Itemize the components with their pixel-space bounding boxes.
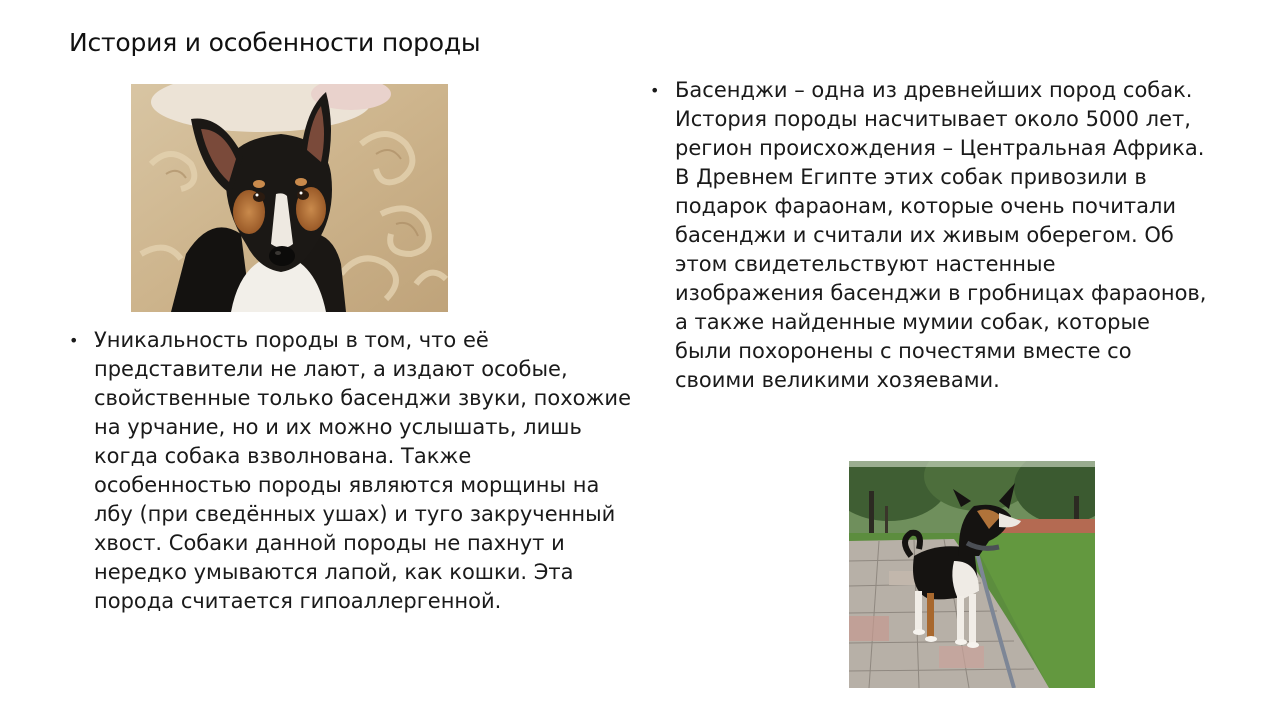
- basenji-on-path-photo: [849, 461, 1095, 688]
- bullet-marker: •: [69, 331, 79, 350]
- features-paragraph: Уникальность породы в том, что её представители не лают, а издают особые, свойственные только басенджи звуки, похожие на урчание, но и их можно услышать, лишь когда собака взволнована. Также особенностью породы являются морщины на лбу (при сведённых ушах) и туго закрученный хвост. Собаки данной породы не пахнут и нередко умываются лапой, как кошки. Эта порода считается гипоаллергенной.: [94, 328, 631, 613]
- features-bullet: [69, 326, 634, 616]
- bullet-marker: •: [650, 81, 660, 100]
- basenji-portrait-photo: [131, 84, 448, 312]
- slide-title: История и особенности породы: [69, 28, 481, 57]
- history-paragraph: Басенджи – одна из древнейших пород собак. История породы насчитывает около 5000 лет, регион происхождения – Центральная Африка. В Древнем Египте этих собак привозили в подарок фараонам, которые очень почитали басенджи и считали их живым оберегом. Об этом свидетельствуют настенные изображения басенджи в гробницах фараонов, а также найденные мумии собак, которые были похоронены с почестями вместе со своими великими хозяевами.: [675, 78, 1207, 392]
- history-bullet: [650, 76, 1210, 395]
